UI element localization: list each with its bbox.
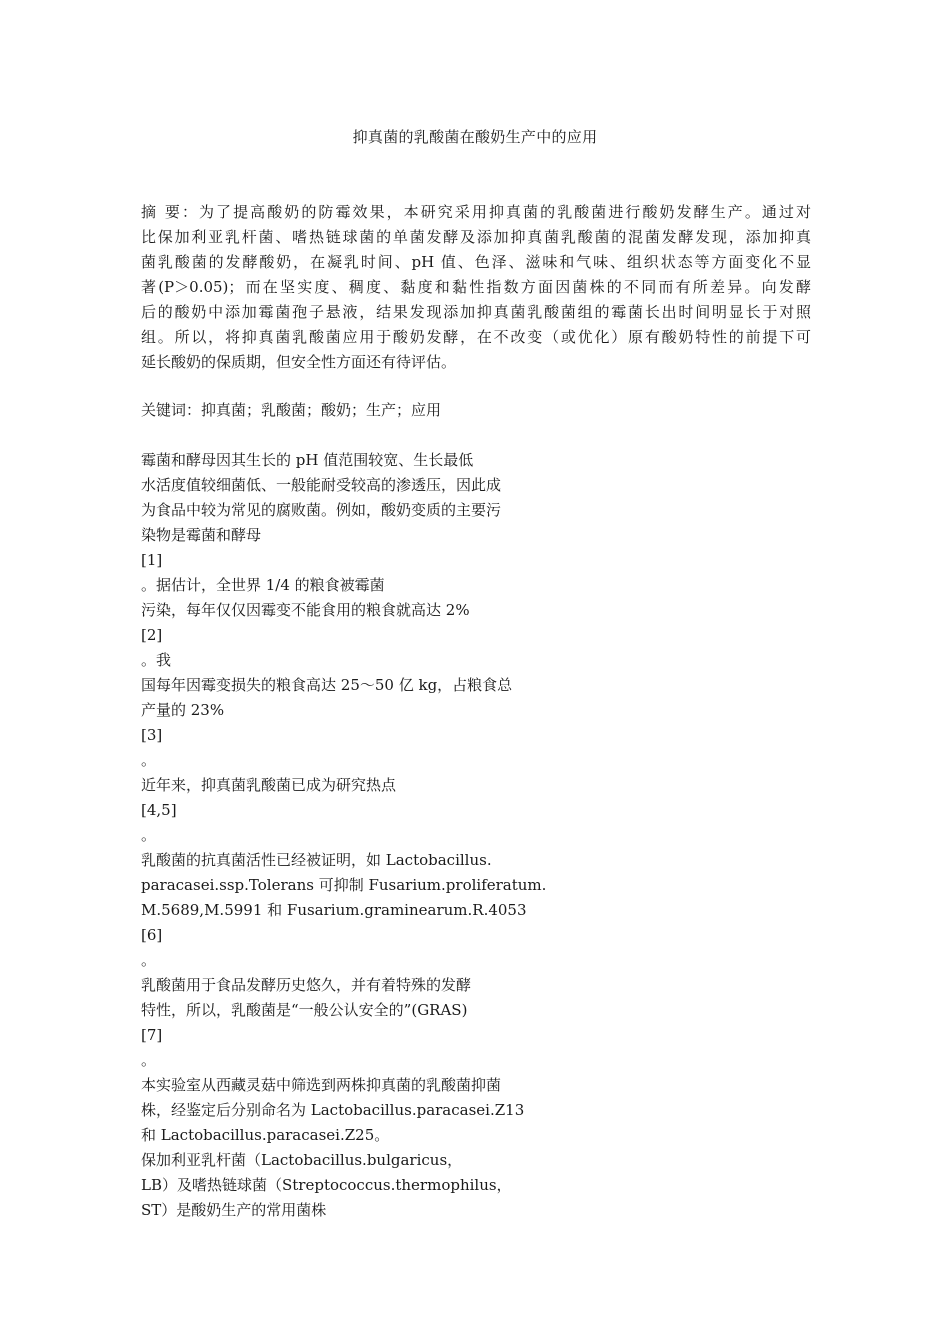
abstract-line: 摘 要：为了提高酸奶的防霉效果，本研究采用抑真菌的乳酸菌进行酸奶发酵生产。通过对 <box>141 203 811 221</box>
body-line: paracasei.ssp.Tolerans 可抑制 Fusarium.proliferatum. <box>141 876 547 894</box>
body-line: M.5689,M.5991 和 Fusarium.graminearum.R.4053 <box>141 901 527 919</box>
body-line: 污染，每年仅仅因霉变不能食用的粮食就高达 2% <box>141 601 470 619</box>
body-line: 。据估计，全世界 1/4 的粮食被霉菌 <box>141 576 385 594</box>
body-line: 。我 <box>141 651 172 669</box>
body-line: ST）是酸奶生产的常用菌株 <box>141 1201 327 1219</box>
body-line: LB）及嗜热链球菌（Streptococcus.thermophilus， <box>141 1176 512 1194</box>
body-line: 为食品中较为常见的腐败菌。例如，酸奶变质的主要污 <box>141 501 502 519</box>
citation-ref: [2] <box>141 626 163 644</box>
body-line: 。 <box>141 751 157 769</box>
body-line: 水活度值较细菌低、一般能耐受较高的渗透压，因此成 <box>141 476 502 494</box>
document-title: 抑真菌的乳酸菌在酸奶生产中的应用 <box>352 128 598 146</box>
body-line: 染物是霉菌和酵母 <box>141 526 262 544</box>
body-line: 特性，所以，乳酸菌是“一般公认安全的”(GRAS) <box>141 1001 468 1019</box>
abstract-line: 延长酸奶的保质期，但安全性方面还有待评估。 <box>141 353 457 371</box>
abstract-line: 比保加利亚乳杆菌、嗜热链球菌的单菌发酵及添加抑真菌乳酸菌的混菌发酵发现，添加抑真 <box>141 228 811 246</box>
abstract-paragraph <box>141 200 811 375</box>
body-line: 。 <box>141 826 157 844</box>
abstract-line: 菌乳酸菌的发酵酸奶，在凝乳时间、pH 值、色泽、滋味和气味、组织状态等方面变化不显 <box>141 253 811 271</box>
abstract-line: 著(P＞0.05)；而在坚实度、稠度、黏度和黏性指数方面因菌株的不同而有所差异。向发酵 <box>141 278 811 296</box>
body-line: 乳酸菌用于食品发酵历史悠久，并有着特殊的发酵 <box>141 976 472 994</box>
abstract-line: 组。所以，将抑真菌乳酸菌应用于酸奶发酵，在不改变（或优化）原有酸奶特性的前提下可 <box>141 328 811 346</box>
body-line: 近年来，抑真菌乳酸菌已成为研究热点 <box>141 776 397 794</box>
body-line: 。 <box>141 1051 157 1069</box>
citation-ref: [6] <box>141 926 163 944</box>
body-line: 霉菌和酵母因其生长的 pH 值范围较宽、生长最低 <box>141 451 474 469</box>
citation-ref: [4,5] <box>141 801 177 819</box>
citation-ref: [7] <box>141 1026 163 1044</box>
body-line: 产量的 23% <box>141 701 225 719</box>
body-line: 乳酸菌的抗真菌活性已经被证明，如 Lactobacillus. <box>141 851 492 869</box>
abstract-line: 后的酸奶中添加霉菌孢子悬液，结果发现添加抑真菌乳酸菌组的霉菌长出时间明显长于对照 <box>141 303 811 321</box>
body-text <box>141 448 581 1223</box>
keywords-line: 关键词：抑真菌；乳酸菌；酸奶；生产；应用 <box>141 401 442 419</box>
body-line: 本实验室从西藏灵菇中筛选到两株抑真菌的乳酸菌抑菌 <box>141 1076 502 1094</box>
body-line: 国每年因霉变损失的粮食高达 25～50 亿 kg，占粮食总 <box>141 676 513 694</box>
citation-ref: [3] <box>141 726 163 744</box>
body-line: 株，经鉴定后分别命名为 Lactobacillus.paracasei.Z13 <box>141 1101 525 1119</box>
body-line: 和 Lactobacillus.paracasei.Z25。 <box>141 1126 390 1144</box>
body-line: 保加利亚乳杆菌（Lactobacillus.bulgaricus， <box>141 1151 463 1169</box>
body-line: 。 <box>141 951 157 969</box>
citation-ref: [1] <box>141 551 163 569</box>
